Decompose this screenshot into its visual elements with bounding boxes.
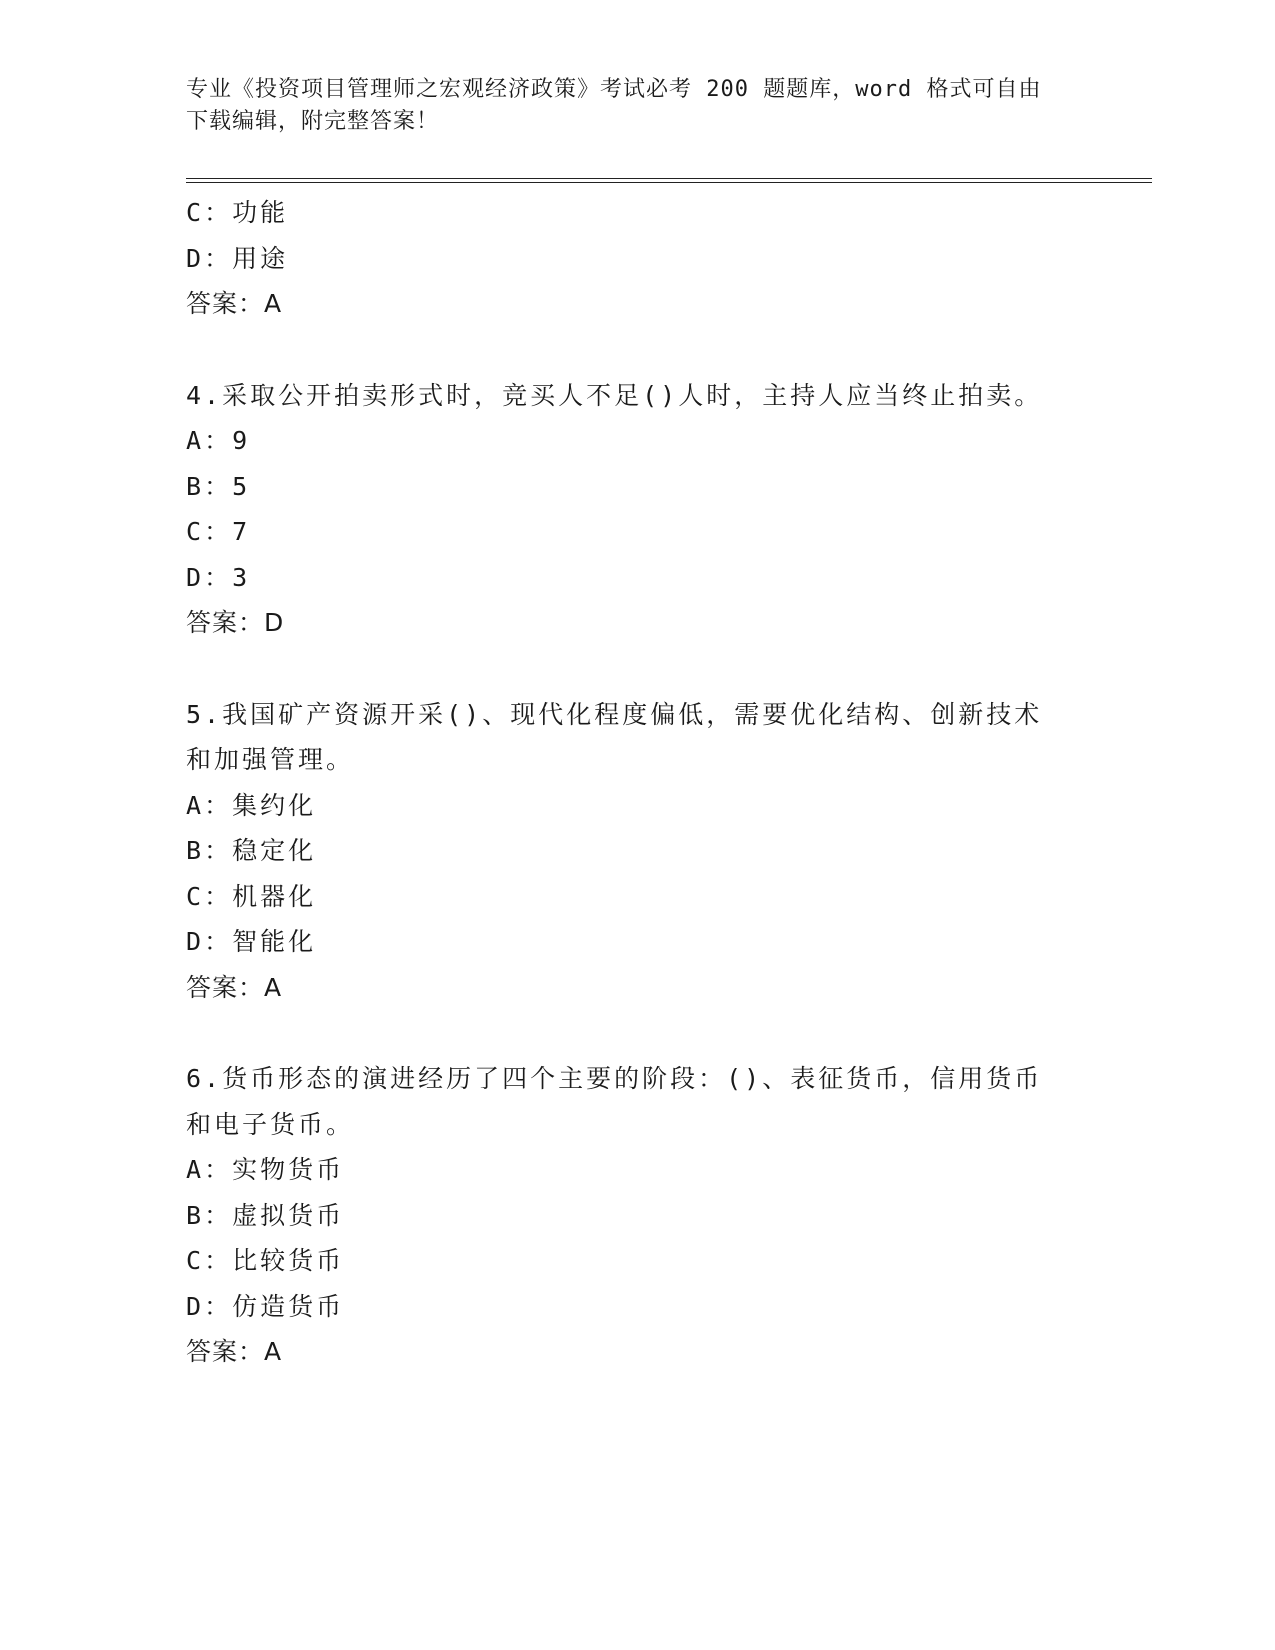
spacer (186, 327, 1086, 373)
spacer (186, 1010, 1086, 1056)
answer-label: 答案：D (186, 608, 285, 637)
question-content (186, 190, 1086, 1375)
option-d: D：仿造货币 (186, 1291, 345, 1321)
option-b: B：稳定化 (186, 836, 317, 865)
question-stem-line-1: 5.我国矿产资源开采()、现代化程度偏低，需要优化结构、创新技术 (186, 699, 1043, 729)
question-5 (186, 692, 1086, 1011)
option-a: A：集约化 (186, 790, 317, 820)
header-line-2: 下载编辑，附完整答案！ (186, 109, 440, 134)
question-stem: 4.采取公开拍卖形式时，竞买人不足()人时，主持人应当终止拍卖。 (186, 380, 1043, 410)
question-stem-line-2: 和加强管理。 (186, 745, 355, 774)
option-a: A：9 (186, 426, 251, 455)
answer-label: 答案：A (186, 972, 283, 1002)
question-stem-line-1: 6.货币形态的演进经历了四个主要的阶段：()、表征货币，信用货币 (186, 1064, 1043, 1093)
header-line-1: 专业《投资项目管理师之宏观经济政策》考试必考 200 题题库，word 格式可自由 (186, 77, 1042, 102)
option-c: C：机器化 (186, 881, 317, 911)
question-4 (186, 373, 1086, 646)
question-stem-line-2: 和电子货币。 (186, 1109, 355, 1139)
option-c: C：7 (186, 517, 251, 546)
question-3-tail (186, 190, 1086, 327)
header-rule-top (186, 178, 1152, 179)
option-d: D：智能化 (186, 927, 317, 956)
option-d: D：3 (186, 562, 251, 592)
option-b: B：虚拟货币 (186, 1200, 345, 1230)
option-d: D：用途 (186, 243, 289, 273)
option-c: C：功能 (186, 198, 289, 227)
option-b: B：5 (186, 471, 251, 501)
question-6 (186, 1056, 1086, 1375)
answer-label: 答案：A (186, 289, 283, 318)
option-c: C：比较货币 (186, 1246, 345, 1275)
spacer (186, 646, 1086, 692)
header-rule-bottom (186, 182, 1152, 183)
document-header (186, 74, 1086, 138)
option-a: A：实物货币 (186, 1155, 345, 1184)
answer-label: 答案：A (186, 1337, 283, 1366)
